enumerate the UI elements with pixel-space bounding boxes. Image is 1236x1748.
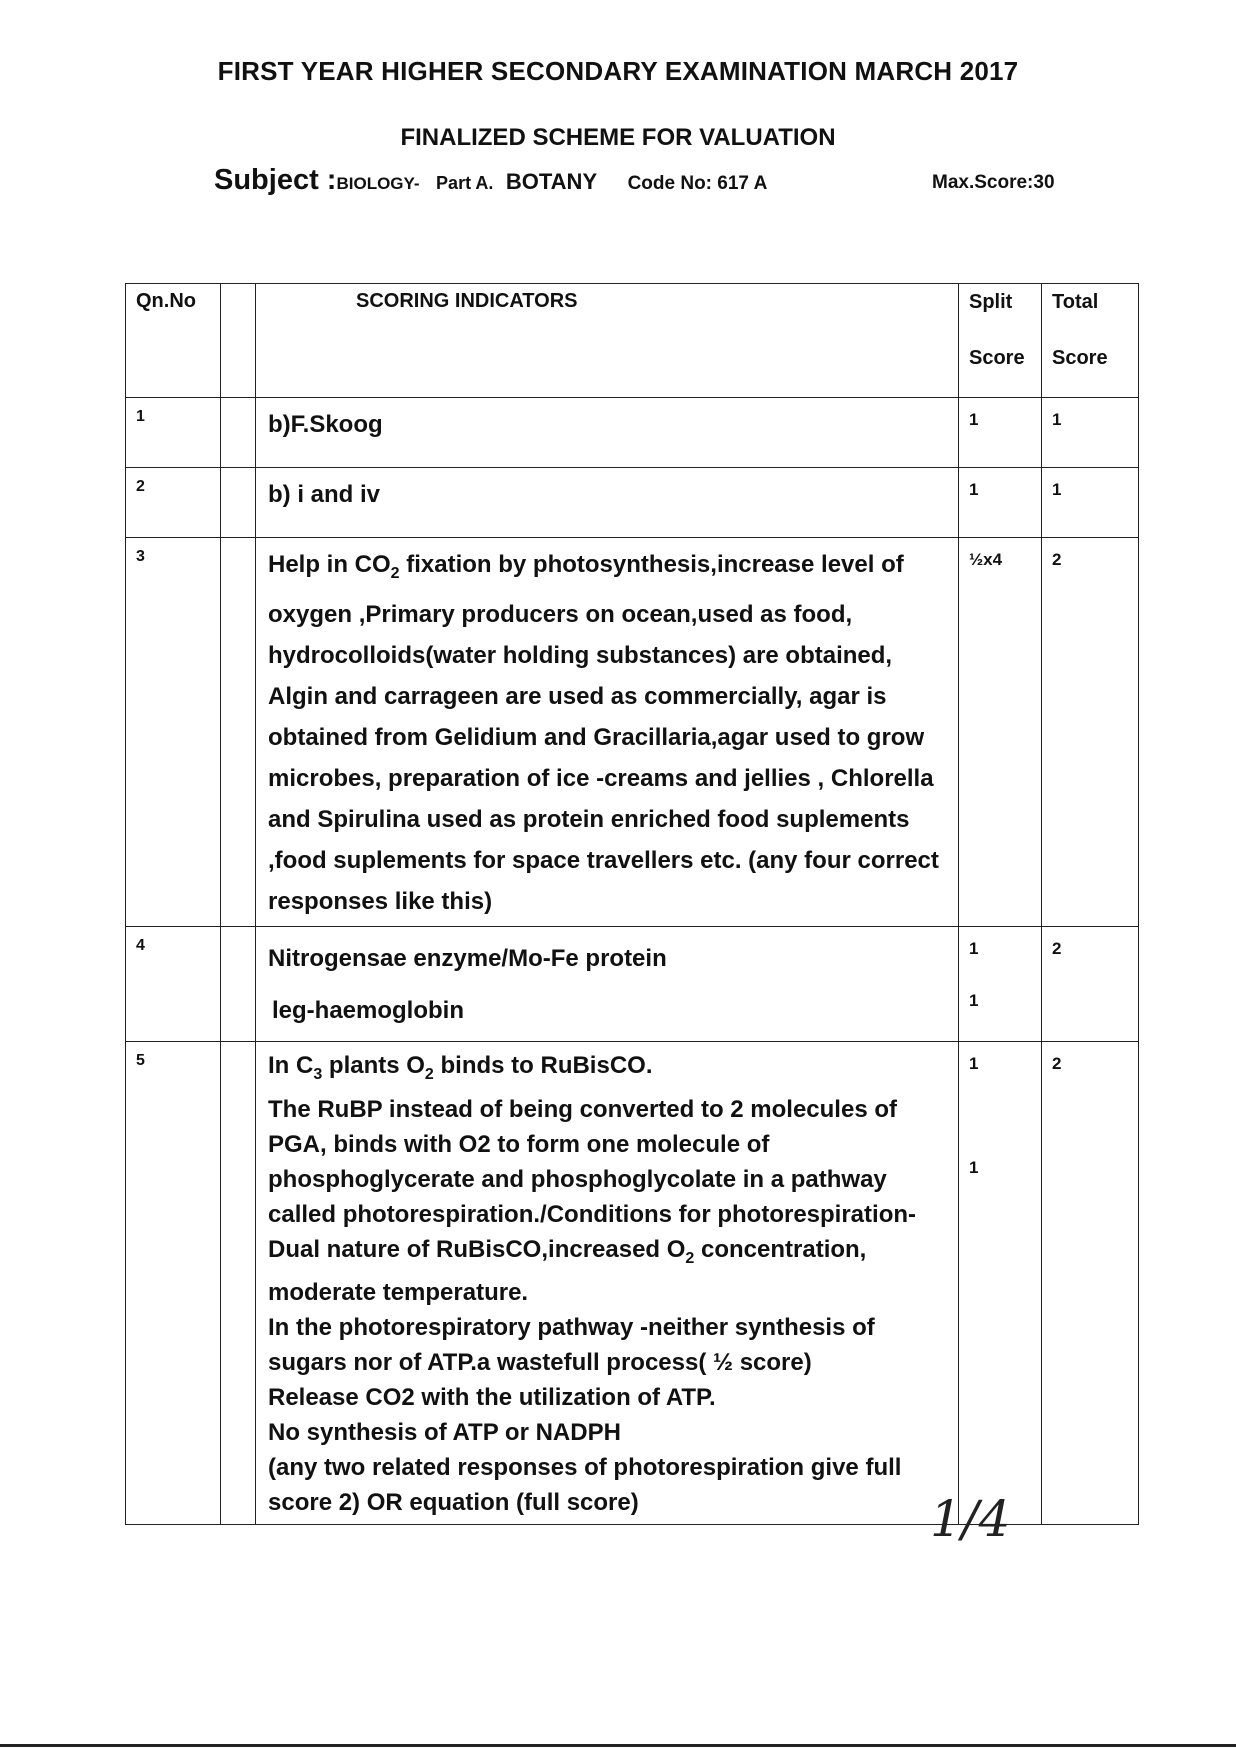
row-split-score: 1 xyxy=(959,398,1042,468)
header-gap xyxy=(221,284,256,398)
row-gap xyxy=(221,926,256,1041)
row-indicator: b)F.Skoog xyxy=(256,398,959,468)
indicator-line xyxy=(268,1092,948,1311)
bottom-rule xyxy=(0,1744,1236,1747)
row-indicator xyxy=(256,1041,959,1525)
subscript: 2 xyxy=(685,1249,695,1267)
table-header-row xyxy=(126,284,1139,398)
table-row xyxy=(126,1041,1139,1525)
header-total-score xyxy=(1042,284,1139,398)
indicator-part: plants O xyxy=(322,1051,425,1079)
indicator-part: Help in CO xyxy=(268,551,391,578)
row-split-score xyxy=(959,1041,1042,1525)
row-total-score: 2 xyxy=(1042,538,1139,927)
section-name: BOTANY xyxy=(505,169,598,194)
row-gap xyxy=(221,538,256,927)
subject-label: Subject : xyxy=(214,164,337,196)
indicator-line: (any two related responses of photorespiration give full score 2) OR equation (full score) xyxy=(268,1454,902,1517)
table-row xyxy=(126,398,1139,468)
row-split-score: 1 xyxy=(959,468,1042,538)
indicator-line: leg-haemoglobin xyxy=(272,996,464,1024)
header-split-line1: Split xyxy=(969,291,1013,313)
page-number-mark: 1/4 xyxy=(930,1490,1011,1548)
row-total-score: 2 xyxy=(1042,1041,1139,1525)
subscript: 2 xyxy=(390,564,400,582)
indicator-line: Nitrogensae enzyme/Mo-Fe protein xyxy=(268,944,667,972)
exam-title: FIRST YEAR HIGHER SECONDARY EXAMINATION MARCH 2017 xyxy=(217,56,1019,86)
row-qn: 1 xyxy=(126,398,221,468)
table-row xyxy=(126,926,1139,1041)
indicator-part: concentration, moderate temperature. xyxy=(268,1235,867,1307)
table-row xyxy=(126,468,1139,538)
header-total-line2: Score xyxy=(1052,347,1108,369)
part-label: Part A. xyxy=(436,173,494,193)
subject-line xyxy=(214,164,1114,197)
row-total-score: 2 xyxy=(1042,926,1139,1041)
split-value: 1 xyxy=(969,1053,979,1073)
header-split-line2: Score xyxy=(969,347,1025,369)
header-qn-no: Qn.No xyxy=(126,284,221,398)
row-qn: 3 xyxy=(126,538,221,927)
split-value: 1 xyxy=(969,990,979,1010)
subscript: 2 xyxy=(424,1065,434,1083)
max-score: Max.Score:30 xyxy=(932,172,1055,193)
table-row xyxy=(126,538,1139,927)
row-qn: 5 xyxy=(126,1041,221,1525)
indicator-line: Release CO2 with the utilization of ATP. xyxy=(268,1384,716,1412)
row-qn: 4 xyxy=(126,926,221,1041)
indicator-part: fixation by photosynthesis,increase level of oxygen ,Primary producers on ocean,used as food, hydrocolloids(water holding substances) are obtained, Algin and carrageen are used as commercially, agar is obtained from Gelidium and Gracillaria,agar used to grow microbes, preparation of ice -creams and jellies , Chlorella and Spirulina used as protein enriched food suplements ,food suplements for space travellers etc. (any four correct responses like this) xyxy=(268,551,939,915)
row-total-score: 1 xyxy=(1042,398,1139,468)
header-indicators: SCORING INDICATORS xyxy=(256,284,959,398)
scheme-subtitle: FINALIZED SCHEME FOR VALUATION xyxy=(400,124,836,151)
indicator-part: In C xyxy=(268,1051,314,1079)
code-number: Code No: 617 A xyxy=(627,173,768,194)
indicator-line xyxy=(268,1048,948,1092)
row-indicator xyxy=(256,926,959,1041)
row-indicator: b) i and iv xyxy=(256,468,959,538)
scoring-table xyxy=(125,283,1139,1525)
row-split-score: ½x4 xyxy=(959,538,1042,927)
row-total-score: 1 xyxy=(1042,468,1139,538)
split-value: 1 xyxy=(969,938,979,958)
subscript: 3 xyxy=(313,1065,323,1083)
indicator-part: binds to RuBisCO. xyxy=(433,1051,653,1079)
split-value: 1 xyxy=(969,1157,979,1177)
header-total-line1: Total xyxy=(1052,291,1099,313)
row-gap xyxy=(221,1041,256,1525)
row-indicator xyxy=(256,538,959,927)
row-gap xyxy=(221,398,256,468)
subject-name: BIOLOGY- xyxy=(336,174,420,193)
indicator-part: The RuBP instead of being converted to 2 molecules of PGA, binds with O2 to form one molecule of phosphoglycerate and phosphoglycolate in a pathway called photorespiration./Conditions for photorespiration-Dual nature of RuBisCO,increased O xyxy=(268,1095,916,1263)
indicator-line: In the photorespiratory pathway -neither synthesis of sugars nor of ATP.a wastefull process( ½ score) xyxy=(268,1314,875,1377)
header-split-score xyxy=(959,284,1042,398)
row-gap xyxy=(221,468,256,538)
row-qn: 2 xyxy=(126,468,221,538)
indicator-line: No synthesis of ATP or NADPH xyxy=(268,1419,621,1447)
row-split-score xyxy=(959,926,1042,1041)
